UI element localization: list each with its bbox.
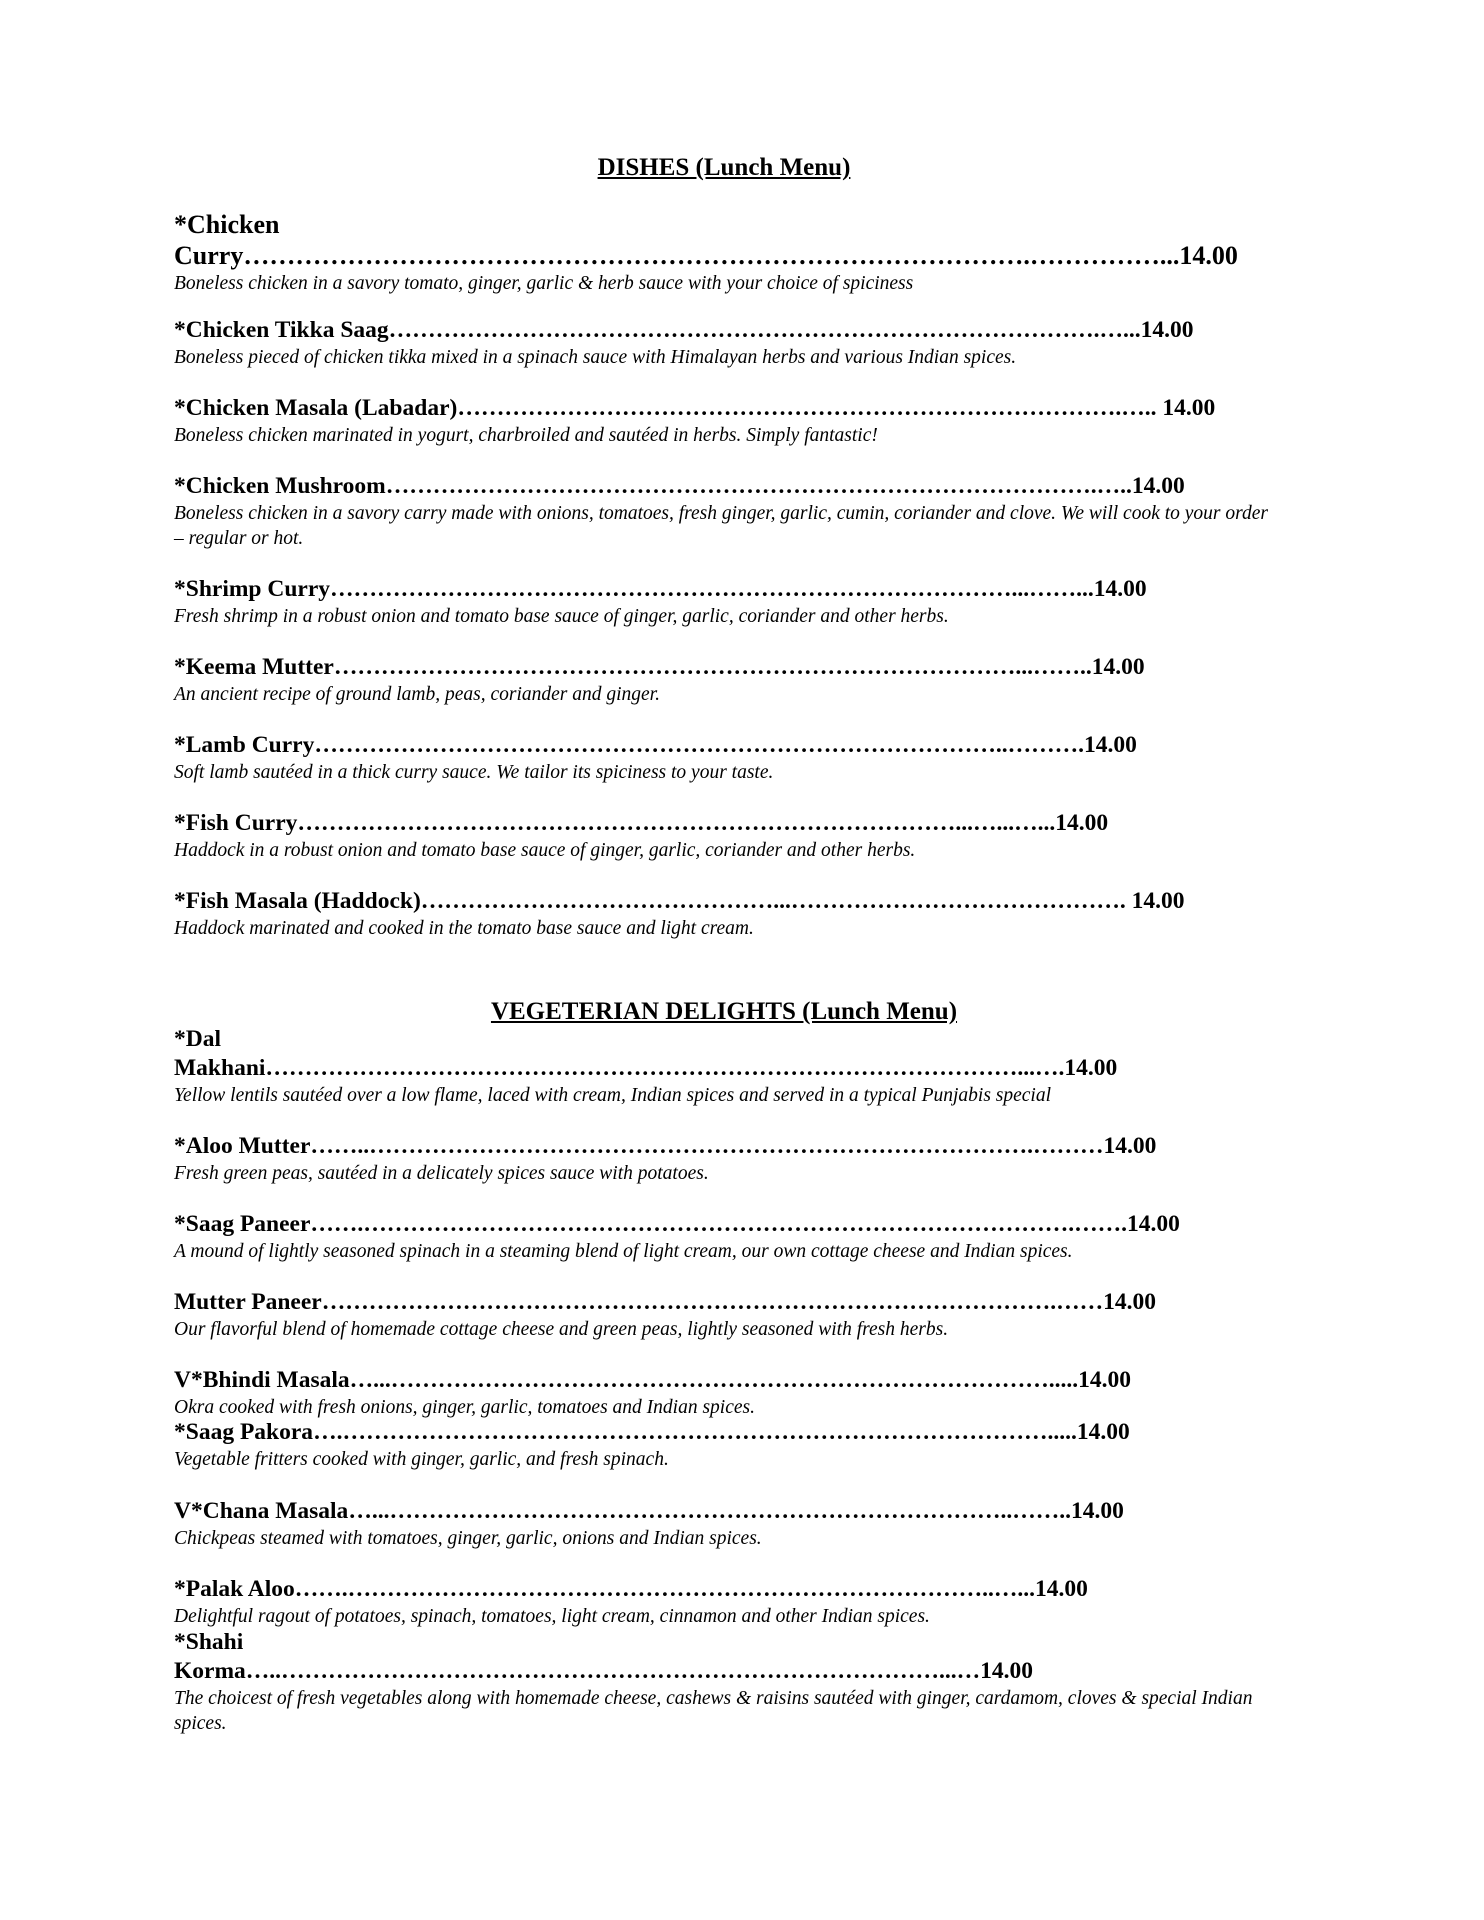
item-name: V*Chana Masala xyxy=(174,1498,349,1524)
item-name-line1: *Chicken xyxy=(174,210,280,239)
dot-leader: ……………………………………………………………………………….….. xyxy=(385,473,1132,499)
item-price: 14.00 xyxy=(980,1658,1034,1684)
item-price: 14.00 xyxy=(1103,1133,1157,1159)
item-name: *Chicken Mushroom xyxy=(174,473,386,499)
dot-leader: ….………………………………………………………………………………..... xyxy=(313,1419,1077,1445)
item-price: 14.00 xyxy=(1162,395,1216,421)
item-name: *Chicken Tikka Saag xyxy=(174,317,389,343)
dot-leader: ……………………………………………………………………………………...…. xyxy=(265,1055,1065,1081)
dot-leader: …….……………………………………………………………………………….……. xyxy=(310,1211,1128,1237)
item-line xyxy=(174,1575,1294,1604)
item-line xyxy=(174,1288,1294,1317)
item-description: Delightful ragout of potatoes, spinach, tomatoes, light cream, cinnamon and other Indian spices. xyxy=(174,1606,930,1627)
menu-item xyxy=(174,1628,1294,1736)
menu-item xyxy=(174,1418,1294,1472)
item-price: 14.00 xyxy=(1055,810,1109,836)
item-name: Makhani xyxy=(174,1055,266,1081)
item-price: 14.00 xyxy=(1131,473,1185,499)
item-line xyxy=(174,1366,1294,1395)
item-line xyxy=(174,1497,1294,1526)
section-title-vegetarian: VEGETERIAN DELIGHTS (Lunch Menu) xyxy=(490,998,958,1025)
dot-leader: ………………………………………...……………………………………. xyxy=(420,888,1132,914)
item-description: Soft lamb sautéed in a thick curry sauce. We tailor its spiciness to your taste. xyxy=(174,762,774,783)
menu-item xyxy=(174,1210,1294,1264)
dot-leader: …..…………………………………………………………………………...… xyxy=(245,1658,981,1684)
dot-leader: ………………………………………………………………………….….. xyxy=(457,395,1163,421)
dot-leader: …………………………………………………………………………...…...…... xyxy=(297,810,1056,836)
item-line xyxy=(174,472,1294,501)
item-line xyxy=(174,1418,1294,1447)
menu-item xyxy=(174,316,1294,370)
item-name: Korma xyxy=(174,1658,246,1684)
item-name: *Lamb Curry xyxy=(174,732,315,758)
item-name: *Palak Aloo xyxy=(174,1576,295,1602)
menu-item xyxy=(174,887,1294,941)
menu-item xyxy=(174,394,1294,448)
item-line xyxy=(174,575,1294,604)
menu-item xyxy=(174,472,1294,551)
item-price: 14.00 xyxy=(1083,732,1137,758)
item-name: *Shrimp Curry xyxy=(174,576,331,602)
item-name: V*Bhindi Masala xyxy=(174,1367,350,1393)
item-description: Vegetable fritters cooked with ginger, garlic, and fresh spinach. xyxy=(174,1449,669,1470)
menu-item xyxy=(174,653,1294,707)
item-name: *Fish Masala (Haddock) xyxy=(174,888,421,914)
item-name: *Keema Mutter xyxy=(174,654,334,680)
dot-leader: …….………………………………………………………………………..…... xyxy=(294,1576,1036,1602)
item-price: 14.00 xyxy=(1091,654,1145,680)
item-line xyxy=(174,394,1294,423)
item-price: 14.00 xyxy=(1093,576,1147,602)
dot-leader: …...…………………………………………………………………………..... xyxy=(349,1367,1079,1393)
item-line xyxy=(174,887,1294,916)
item-line xyxy=(174,1132,1294,1161)
item-name: *Aloo Mutter xyxy=(174,1133,311,1159)
item-line xyxy=(174,1210,1294,1239)
item-description: Yellow lentils sautéed over a low flame, laced with cream, Indian spices and served in a typical Punjabis special xyxy=(174,1085,1052,1106)
menu-item xyxy=(174,1025,1294,1108)
item-description: Haddock marinated and cooked in the tomato base sauce and light cream. xyxy=(174,918,754,939)
item-description: Haddock in a robust onion and tomato base sauce of ginger, garlic, coriander and other herbs. xyxy=(174,840,916,861)
item-name: *Fish Curry xyxy=(174,810,298,836)
item-line xyxy=(174,240,1294,271)
item-name: Curry xyxy=(174,241,244,270)
dot-leader: ……………………………………………………………………………...…….. xyxy=(333,654,1092,680)
item-price: 14.00 xyxy=(1076,1419,1130,1445)
menu-item xyxy=(174,731,1294,785)
menu-item xyxy=(174,1497,1294,1551)
item-line xyxy=(174,1657,1294,1686)
item-line xyxy=(174,731,1294,760)
item-name: *Chicken Masala (Labadar) xyxy=(174,395,458,421)
menu-item xyxy=(174,1132,1294,1186)
item-description: The choicest of fresh vegetables along with homemade cheese, cashews & raisins sautéed with ginger, cardamom, cloves & special Indian spices. xyxy=(174,1688,1253,1734)
menu-item xyxy=(174,575,1294,629)
item-price: 14.00 xyxy=(1035,1576,1088,1602)
item-line xyxy=(174,809,1294,838)
dot-leader: …...……………………………………………………………………..…….. xyxy=(348,1498,1071,1524)
item-line xyxy=(174,653,1294,682)
section-title-dishes: DISHES (Lunch Menu) xyxy=(597,154,851,181)
item-description: Boneless chicken marinated in yogurt, charbroiled and sautéed in herbs. Simply fantastic! xyxy=(174,425,878,446)
menu-item xyxy=(174,1288,1294,1342)
menu-item xyxy=(174,809,1294,863)
item-description: Okra cooked with fresh onions, ginger, garlic, tomatoes and Indian spices. xyxy=(174,1397,755,1418)
menu-item xyxy=(174,1575,1294,1629)
item-price: 14.00 xyxy=(1070,1498,1124,1524)
item-description: Fresh green peas, sautéed in a delicately spices sauce with potatoes. xyxy=(174,1163,709,1184)
dot-leader: ……………………………………………………………………………...……... xyxy=(330,576,1094,602)
item-price: 14.00 xyxy=(1103,1289,1156,1315)
dot-leader: ……………………………………………………………………………….……………... xyxy=(243,241,1180,270)
item-description: Boneless chicken in a savory tomato, ginger, garlic & herb sauce with your choice of spiciness xyxy=(174,273,914,294)
item-description: Chickpeas steamed with tomatoes, ginger, garlic, onions and Indian spices. xyxy=(174,1528,762,1549)
dot-leader: ……………………………………………………………………………..………. xyxy=(314,732,1084,758)
item-price: 14.00 xyxy=(1131,888,1185,914)
dot-leader: ……………………………………………………………………………….…... xyxy=(388,317,1141,343)
item-name-line1: *Shahi xyxy=(174,1629,244,1655)
item-description: Boneless chicken in a savory carry made with onions, tomatoes, fresh ginger, garlic, cumin, coriander and clove. We will cook to your order – regular or hot. xyxy=(174,503,1268,549)
item-name: *Saag Paneer xyxy=(174,1211,311,1237)
item-price: 14.00 xyxy=(1127,1211,1180,1237)
item-line xyxy=(174,316,1294,345)
item-price: 14.00 xyxy=(1078,1367,1132,1393)
item-name-line1: *Dal xyxy=(174,1026,221,1052)
item-name: *Saag Pakora xyxy=(174,1419,314,1445)
item-description: Fresh shrimp in a robust onion and tomato base sauce of ginger, garlic, coriander and other herbs. xyxy=(174,606,949,627)
dot-leader: ……..………………………………………………………………………….……… xyxy=(310,1133,1104,1159)
item-description: A mound of lightly seasoned spinach in a steaming blend of light cream, our own cottage cheese and Indian spices. xyxy=(174,1241,1073,1262)
item-description: Boneless pieced of chicken tikka mixed in a spinach sauce with Himalayan herbs and various Indian spices. xyxy=(174,347,1017,368)
item-name: Mutter Paneer xyxy=(174,1289,322,1315)
menu-item xyxy=(174,1366,1294,1420)
dot-leader: ………………………………………………………………………………….…… xyxy=(321,1289,1104,1315)
item-description: An ancient recipe of ground lamb, peas, coriander and ginger. xyxy=(174,684,660,705)
menu-item xyxy=(174,209,1294,296)
item-line xyxy=(174,1054,1294,1083)
item-price: 14.00 xyxy=(1140,317,1194,343)
item-price: 14.00 xyxy=(1179,241,1238,270)
item-price: 14.00 xyxy=(1064,1055,1118,1081)
item-description: Our flavorful blend of homemade cottage cheese and green peas, lightly seasoned with fresh herbs. xyxy=(174,1319,949,1340)
